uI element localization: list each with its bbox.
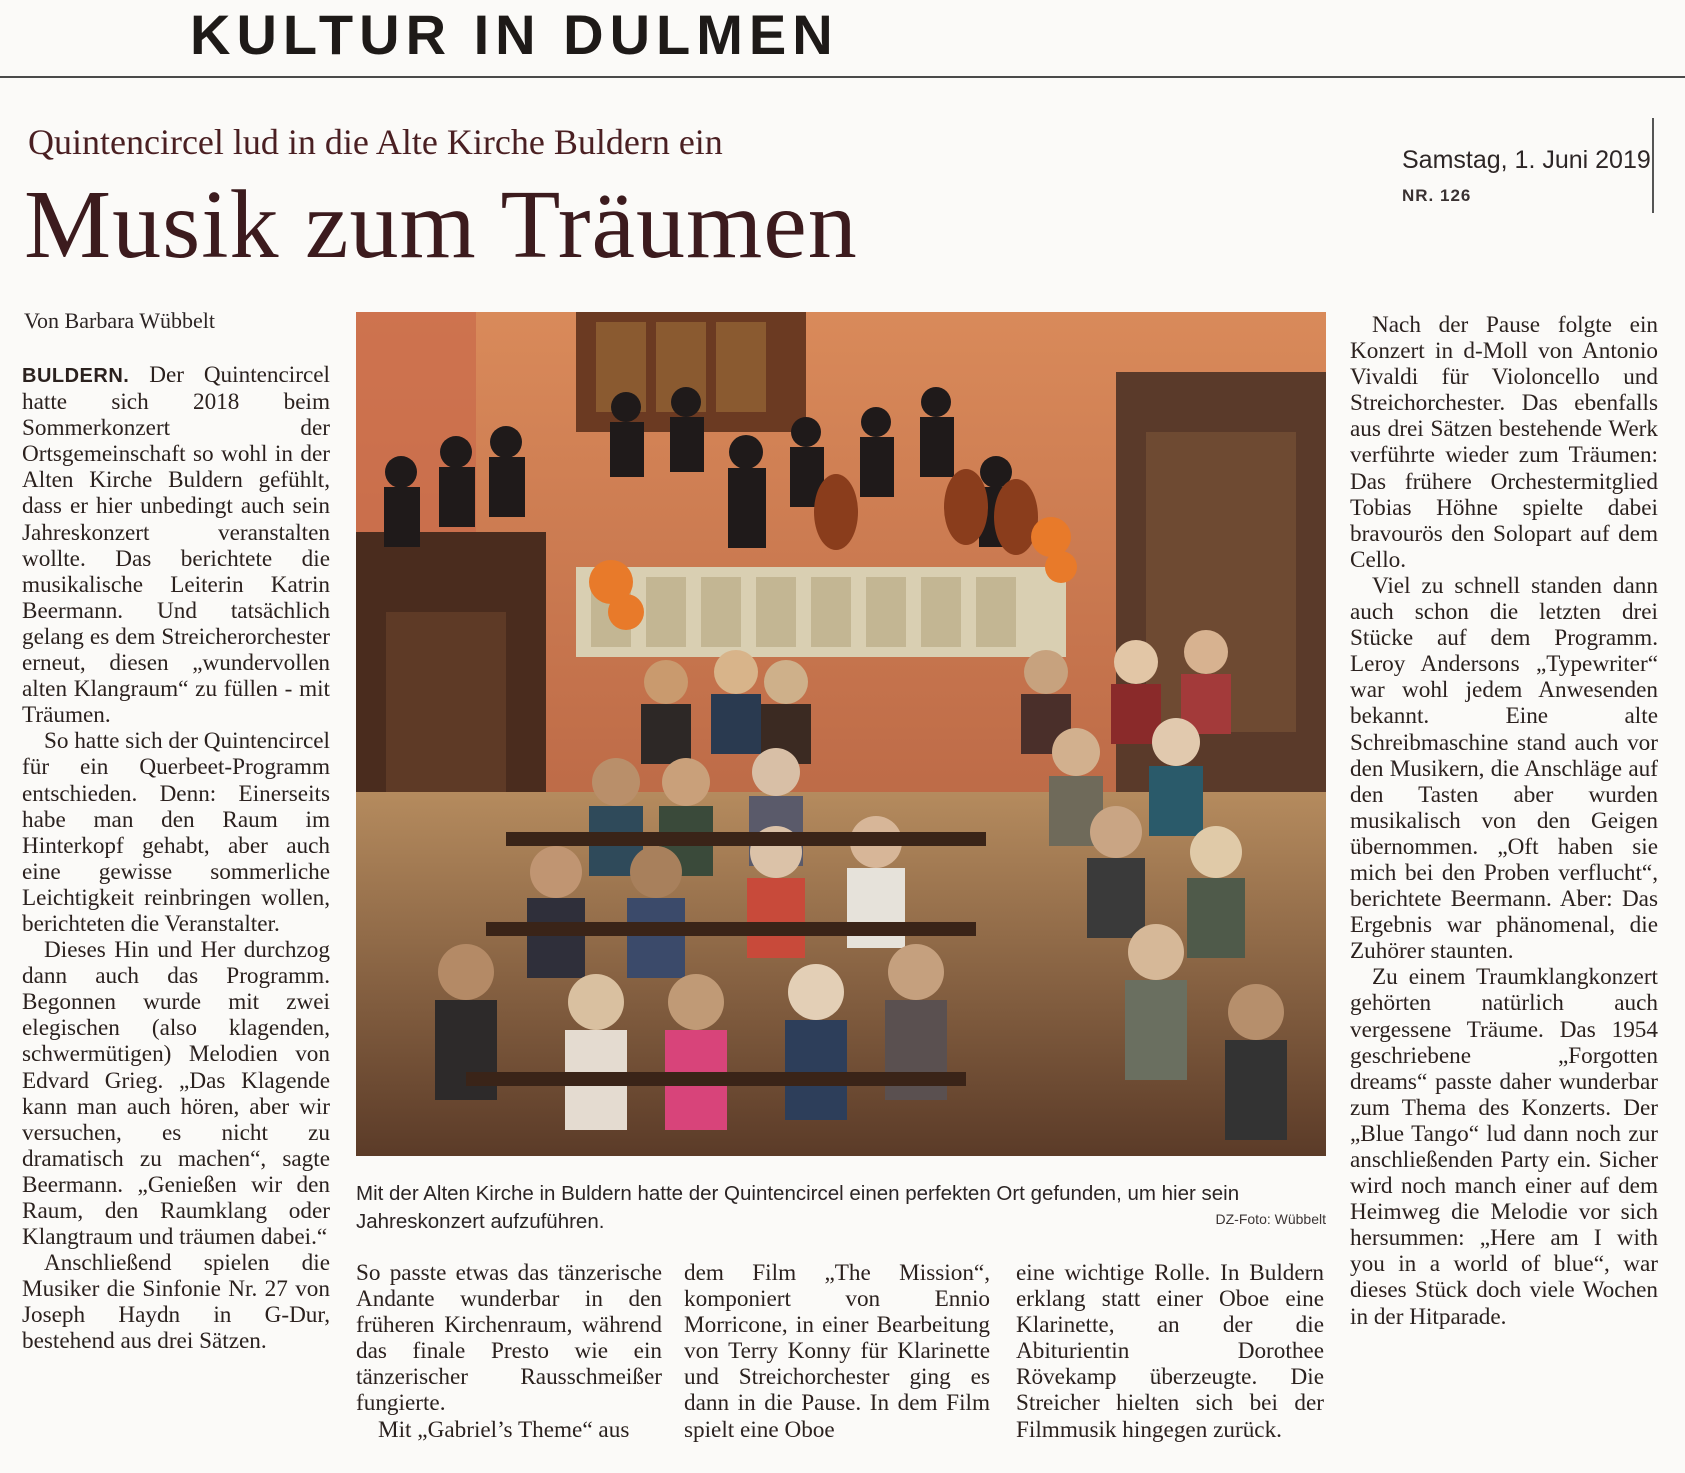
paragraph — [22, 362, 330, 728]
location-tag: BULDERN. — [22, 365, 130, 387]
paragraph: Dieses Hin und Her durchzog dann auch das Programm. Begonnen wurde mit zwei elegischen (also klagenden, schwermütigen) Melodien von Edvard Grieg. „Das Klagende kann man auch hören, aber wir versuchen, es nicht zu dramatisch zu machen“, sagte Beermann. „Genießen wir den Raum, den Raumklang oder Klangtraum und träumen dabei.“ — [22, 937, 330, 1251]
paragraph: Anschließend spielen die Musiker die Sinfonie Nr. 27 von Joseph Haydn in G-Dur, bestehend aus drei Sätzen. — [22, 1250, 330, 1355]
photo-caption: Mit der Alten Kirche in Buldern hatte der Quintencircel einen perfekten Ort gefunden, um hier sein Jahreskonzert aufzuführen. — [356, 1182, 1240, 1233]
article-headline: Musik zum Träumen — [24, 171, 858, 279]
issue-date: Samstag, 1. Juni 2019 — [1402, 146, 1651, 174]
article-kicker: Quintencircel lud in die Alte Kirche Buldern ein — [28, 122, 723, 162]
text-column-1 — [22, 362, 330, 1355]
header-divider — [0, 76, 1685, 78]
paragraph: Mit „Gabriel’s Theme“ aus — [378, 1416, 630, 1443]
column-rule — [1652, 118, 1654, 213]
photo-credit: DZ-Foto: Wübbelt — [1215, 1211, 1326, 1227]
paragraph: Zu einem Traumklangkonzert gehörten natürlich auch vergessene Träume. Das 1954 geschriebene „Forgotten dreams“ passte daher wunderbar zum Thema des Konzerts. Der „Blue Tango“ lud dann noch zur anschließenden Party ein. Sicher wird noch manch einer auf dem Heimweg die Melodie vor sich hersummen: „Here am I with you in a world of blue“, war dieses Stück doch viele Wochen in der Hitparade. — [1350, 964, 1658, 1330]
concert-photo — [356, 312, 1326, 1156]
paragraph: eine wichtige Rolle. In Buldern erklang statt einer Oboe eine Klarinette, an der die Abiturientin Dorothee Rövekamp überzeugte. Die Streicher hielten sich bei der Filmmusik hingegen zurück. — [1016, 1260, 1324, 1443]
text-column-3 — [684, 1260, 990, 1443]
paragraph: Viel zu schnell standen dann auch schon die letzten drei Stücke auf dem Programm. Leroy Andersons „Typewriter“ war wohl jedem Anwesenden bekannt. Eine alte Schreibmaschine stand auch vor den Musikern, die Anschläge auf den Tasten aber wurden musikalisch von den Geigen übernommen. „Oft haben sie mich bei den Proben verflucht“, berichtete Beermann. Aber: Das Ergebnis war phänomenal, die Zuhörer staunten. — [1350, 572, 1658, 965]
text-column-2 — [356, 1260, 662, 1443]
paragraph: So hatte sich der Quintencircel für ein Querbeet-Programm entschieden. Denn: Einerseits habe man den Raum im Hinterkopf gehabt, aber auch eine gewisse sommerliche Leichtigkeit reinbringen wollen, berichteten die Veranstalter. — [22, 728, 330, 937]
paragraph: So passte etwas das tänzerische Andante wunderbar in den früheren Kirchenraum, während das finale Presto wie ein tänzerischer Rausschmeißer fungierte. — [356, 1260, 662, 1417]
text-column-4 — [1016, 1260, 1324, 1443]
byline: Von Barbara Wübbelt — [24, 308, 216, 333]
paragraph: dem Film „The Mission“, komponiert von Ennio Morricone, in einer Bearbeitung von Terry Konny für Klarinette und Streichorchester ging es dann in die Pause. In dem Film spielt eine Oboe — [684, 1260, 990, 1443]
text-column-5 — [1350, 312, 1658, 1330]
issue-number: NR. 126 — [1402, 186, 1472, 205]
section-title: KULTUR IN DULMEN — [190, 3, 839, 66]
church-orchestra-image — [356, 312, 1326, 1156]
paragraph-text: Der Quintencircel hatte sich 2018 beim Sommerkonzert der Ortsgemeinschaft so wohl in der Alten Kirche Buldern gefühlt, dass er hier unbedingt auch sein Jahreskonzert veranstalten wollte. Das berichtete die musikalische Leiterin Katrin Beermann. Und tatsächlich gelang es dem Streicherorchester erneut, diesen „wundervollen alten Klangraum“ zu füllen - mit Träumen. — [22, 362, 330, 729]
paragraph: Nach der Pause folgte ein Konzert in d-Moll von Antonio Vivaldi für Violoncello und Streichorchester. Das ebenfalls aus drei Sätzen bestehende Werk verführte wieder zum Träumen: Das frühere Orchestermitglied Tobias Höhne spielte dabei bravourös den Solopart auf dem Cello. — [1350, 312, 1658, 573]
